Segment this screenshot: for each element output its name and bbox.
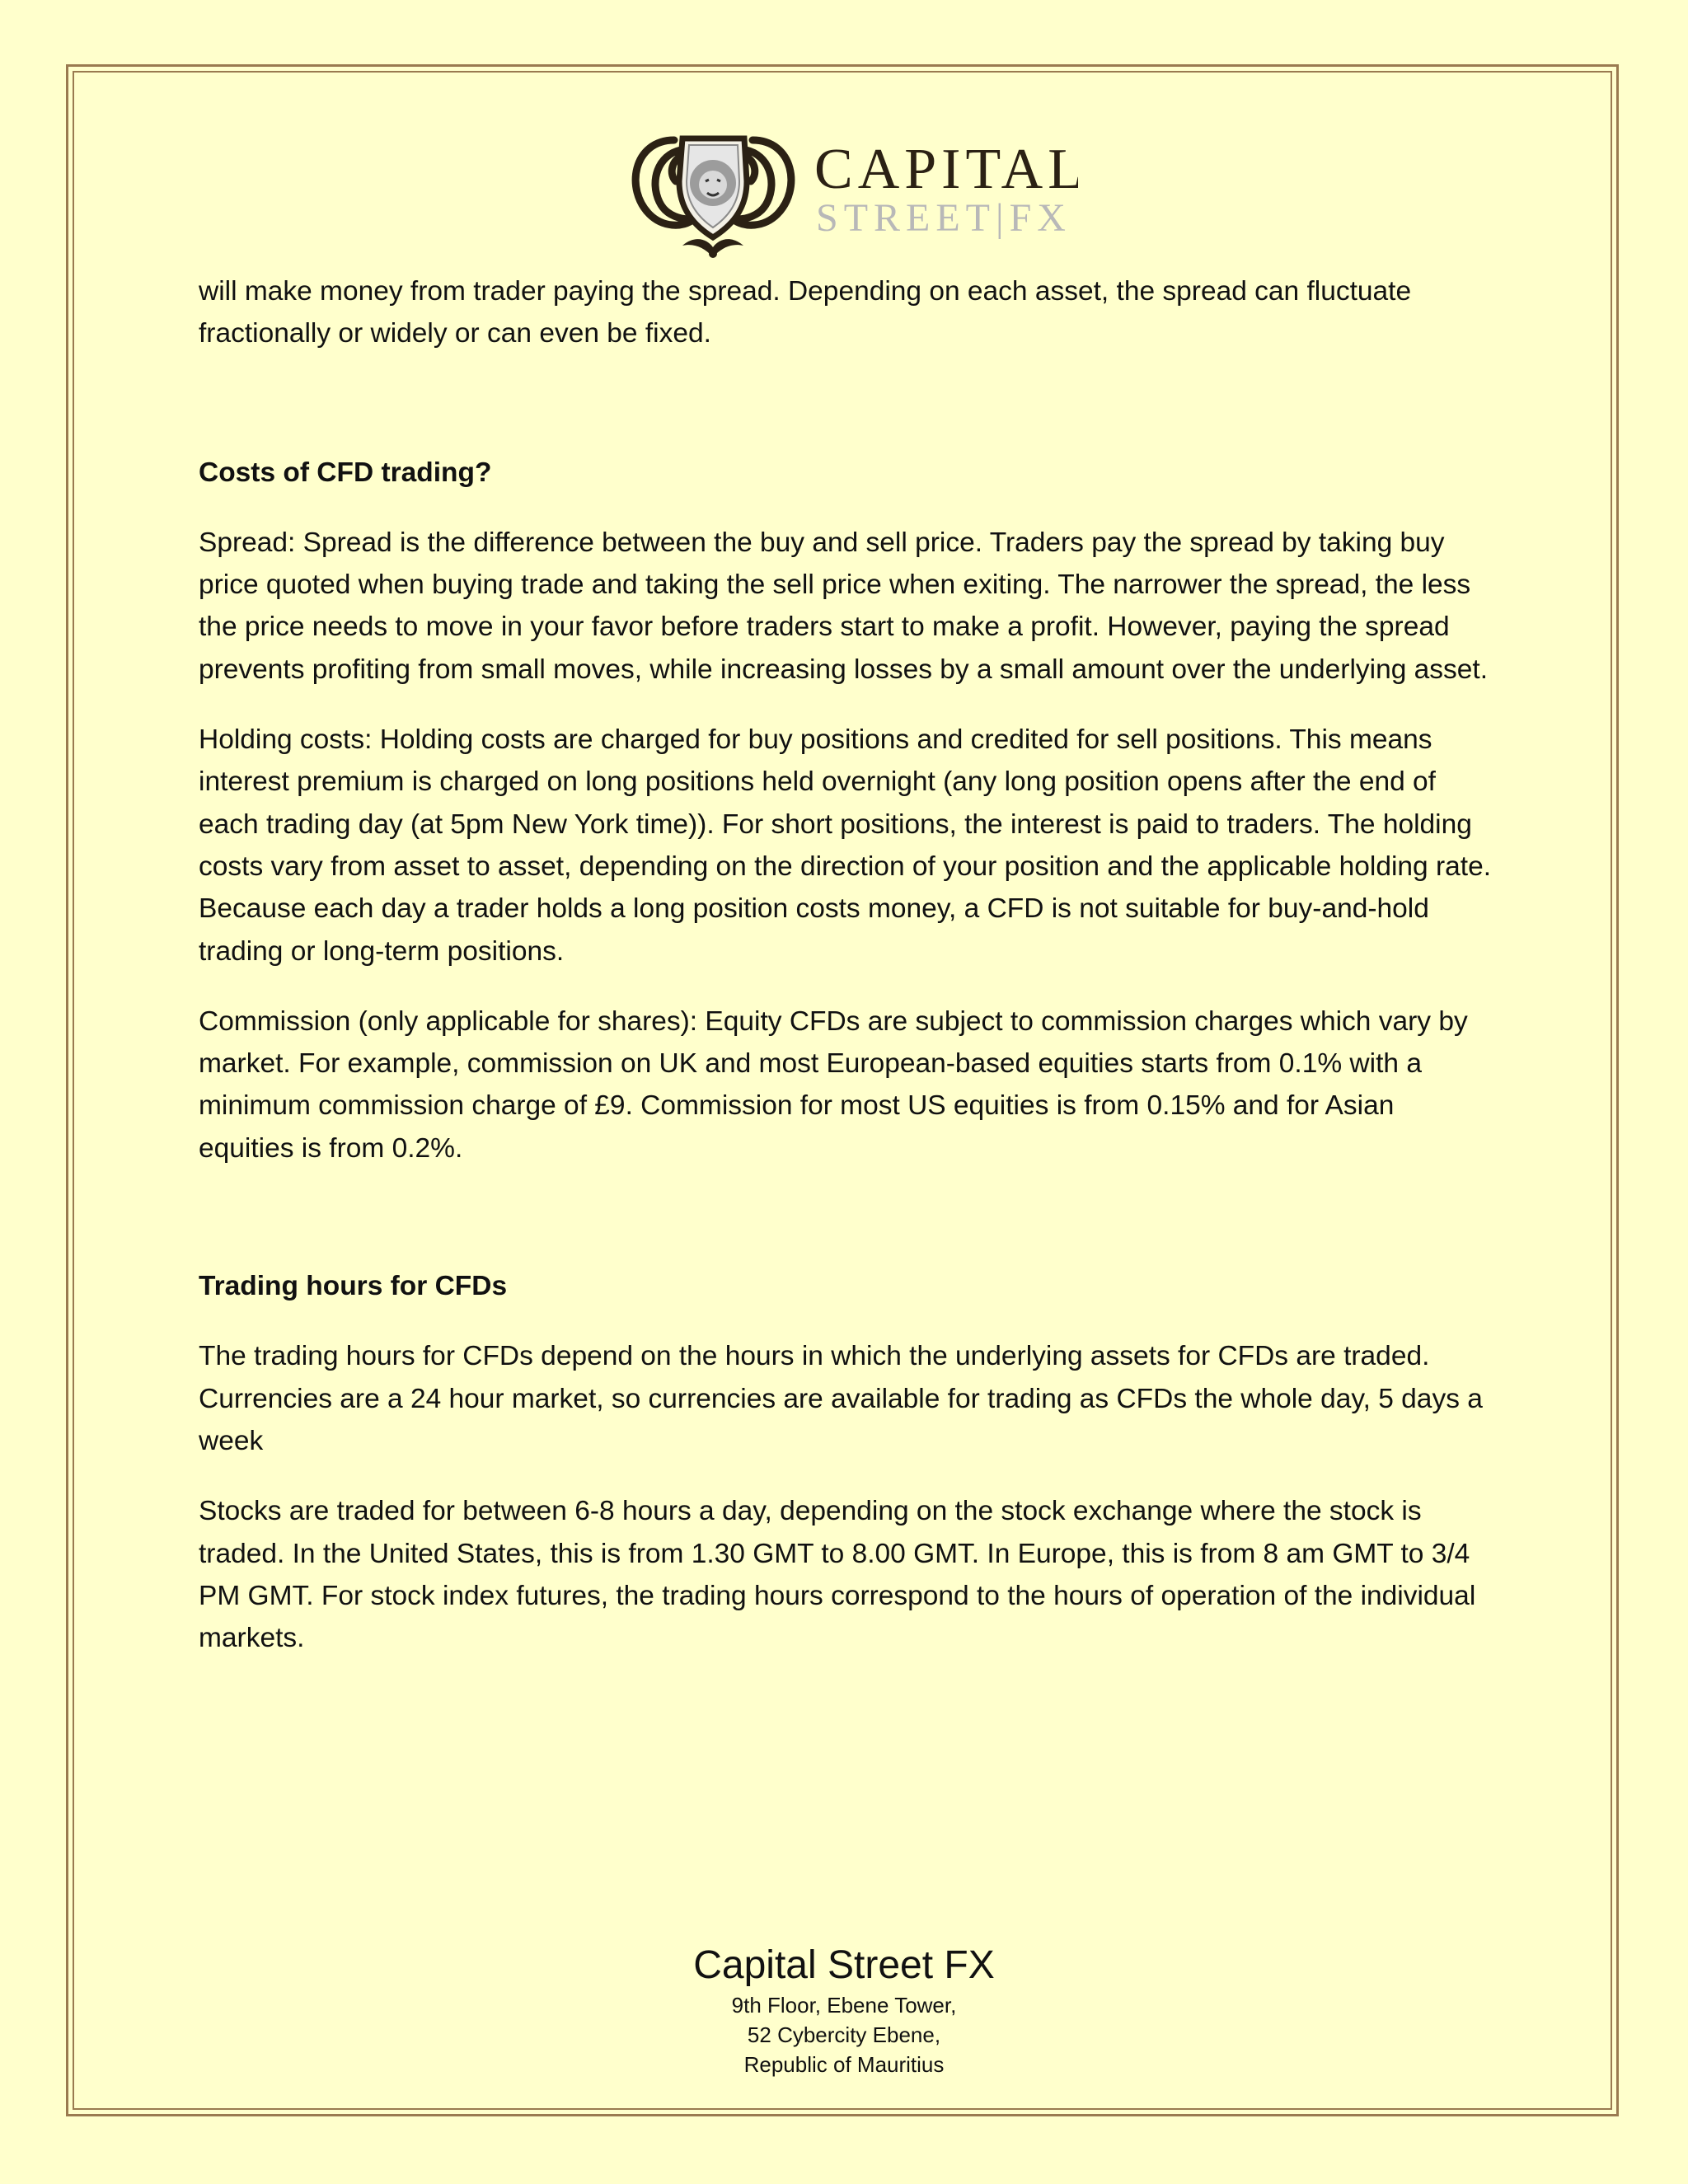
document-body (199, 270, 1493, 1687)
trading-hours-paragraph-2: Stocks are traded for between 6-8 hours a day, depending on the stock exchange where the stock is traded. In the United States, this is from 1.30 GMT to 8.00 GMT. In Europe, this is from 8 am GMT to 3/4 PM GMT. For stock index futures, the trading hours correspond to the hours of operation of the individual markets. (199, 1496, 1476, 1654)
intro-paragraph: will make money from trader paying the spread. Depending on each asset, the spread can fluctuate fractionally or widely or can even be fixed. (199, 276, 1412, 349)
footer-address-line-3: Republic of Mauritius (743, 2052, 945, 2077)
costs-heading: Costs of CFD trading? (199, 457, 492, 488)
logo-line1: CAPITAL (814, 138, 1078, 201)
trading-hours-heading: Trading hours for CFDs (199, 1271, 508, 1302)
company-logo (617, 124, 1078, 264)
logo-line2: STREET|FX (816, 196, 1071, 240)
footer-address-line-1: 9th Floor, Ebene Tower, (731, 1993, 957, 2018)
footer-company-name: Capital Street FX (693, 1943, 995, 1987)
commission-paragraph: Commission (only applicable for shares): Equity CFDs are subject to commission charges which vary by market. For example, commission on UK and most European-based equities starts from 0.1% with a minimum commission charge of £9. Commission for most US equities is from 0.15% and for Asian equities is from 0.2%. (199, 1005, 1468, 1164)
holding-costs-paragraph: Holding costs: Holding costs are charged for buy positions and credited for sell positions. This means interest premium is charged on long positions held overnight (any long position opens after the end of each trading day (at 5pm New York time)). For short positions, the interest is paid to traders. The holding costs vary from asset to asset, depending on the direction of your position and the applicable holding rate. Because each day a trader holds a long position costs money, a CFD is not suitable for buy-and-hold trading or long-term positions. (199, 724, 1492, 967)
trading-hours-paragraph-1: The trading hours for CFDs depend on the hours in which the underlying assets for CFDs are traded. Currencies are a 24 hour market, so currencies are available for trading as CFDs the whole day, 5 days a week (199, 1341, 1483, 1456)
lion-crest-icon (617, 124, 1078, 264)
spread-paragraph: Spread: Spread is the difference between the buy and sell price. Traders pay the spread by taking buy price quoted when buying trade and taking the sell price when exiting. The narrower the spread, the less the price needs to move in your favor before traders start to make a profit. However, paying the spread prevents profiting from small moves, while increasing losses by a small amount over the underlying asset. (199, 527, 1489, 685)
footer-address-line-2: 52 Cybercity Ebene, (747, 2022, 941, 2047)
page-footer (0, 1941, 1688, 2079)
